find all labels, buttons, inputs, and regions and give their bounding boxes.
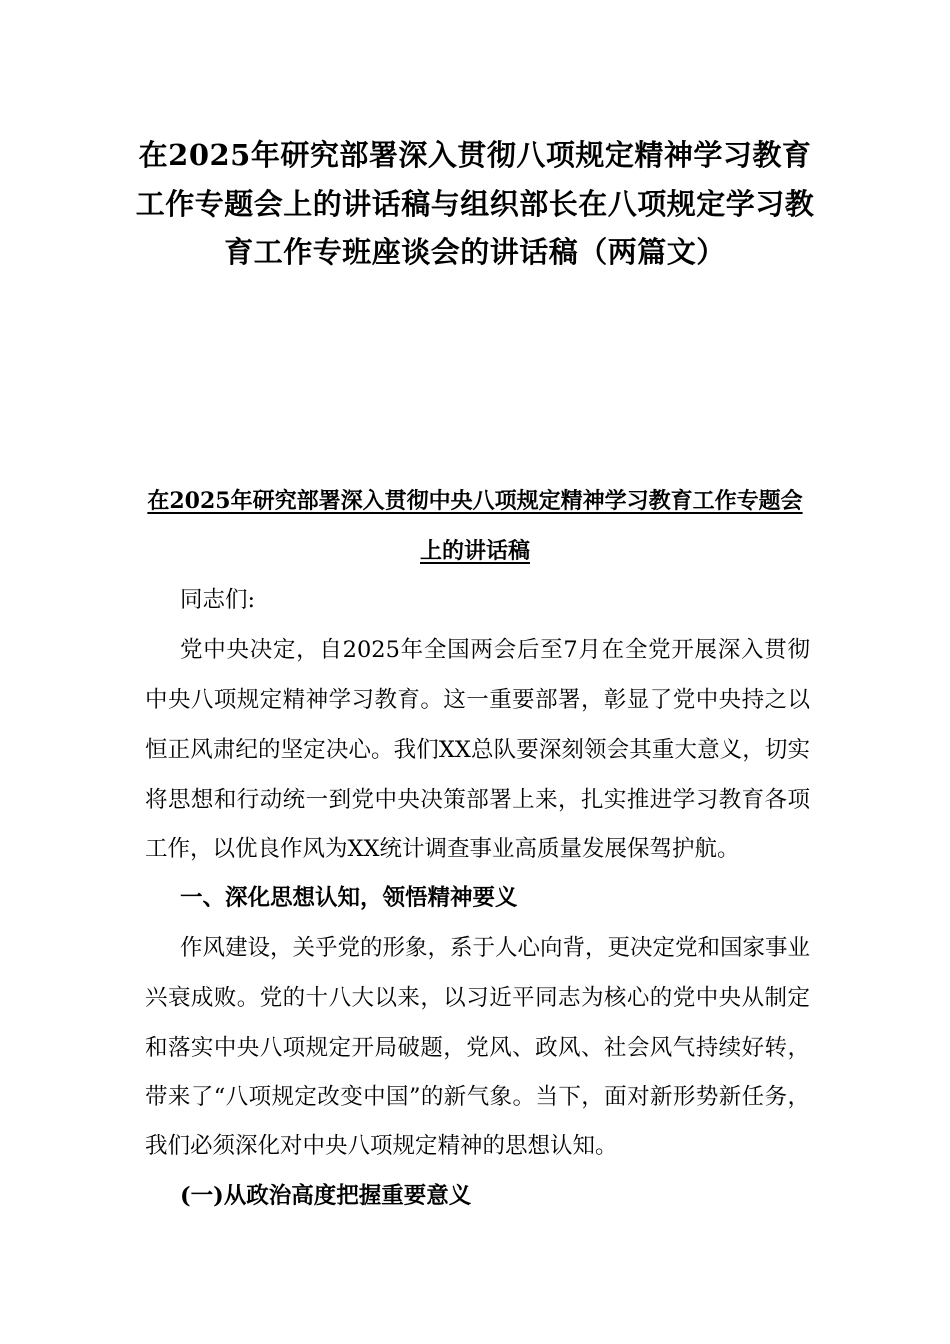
text-line: 党中央决定，自2025年全国两会后至7月在全党开展深入贯彻 bbox=[180, 637, 810, 663]
salutation: 同志们: bbox=[180, 587, 256, 613]
heading-1: 一、深化思想认知，领悟精神要义 bbox=[180, 885, 518, 911]
text-line: 中央八项规定精神学习教育。这一重要部署，彰显了党中央持之以 bbox=[145, 687, 810, 713]
section-title-text: 在2025年研究部署深入贯彻中央八项规定精神学习教育工作专题会 bbox=[147, 488, 803, 514]
text-line: 恒正风肃纪的坚定决心。我们XX总队要深刻领会其重大意义，切实 bbox=[145, 737, 810, 763]
section-title-text: 上的讲话稿 bbox=[419, 538, 530, 564]
text-line: 作风建设，关乎党的形象，系于人心向背，更决定党和国家事业 bbox=[180, 935, 811, 961]
text-line: 兴衰成败。党的十八大以来，以习近平同志为核心的党中央从制定 bbox=[145, 985, 810, 1011]
cover-title-line: 育工作专班座谈会的讲话稿（两篇文） bbox=[224, 235, 726, 269]
cover-title-line: 工作专题会上的讲话稿与组织部长在八项规定学习教 bbox=[135, 187, 815, 221]
text-line: 我们必须深化对中央八项规定精神的思想认知。 bbox=[145, 1133, 618, 1159]
text-line: 带来了“八项规定改变中国”的新气象。当下，面对新形势新任务， bbox=[145, 1084, 810, 1110]
text-line: 将思想和行动统一到党中央决策部署上来，扎实推进学习教育各项 bbox=[145, 787, 810, 813]
text-line: 和落实中央八项规定开局破题，党风、政风、社会风气持续好转， bbox=[145, 1035, 810, 1061]
section-title-line bbox=[145, 536, 805, 566]
cover-title-line: 在2025年研究部署深入贯彻八项规定精神学习教育 bbox=[138, 138, 812, 172]
text-line: 工作，以优良作风为XX统计调查事业高质量发展保驾护航。 bbox=[145, 836, 740, 862]
section-title-line bbox=[145, 486, 805, 516]
subheading-1: (一)从政治高度把握重要意义 bbox=[180, 1183, 472, 1209]
